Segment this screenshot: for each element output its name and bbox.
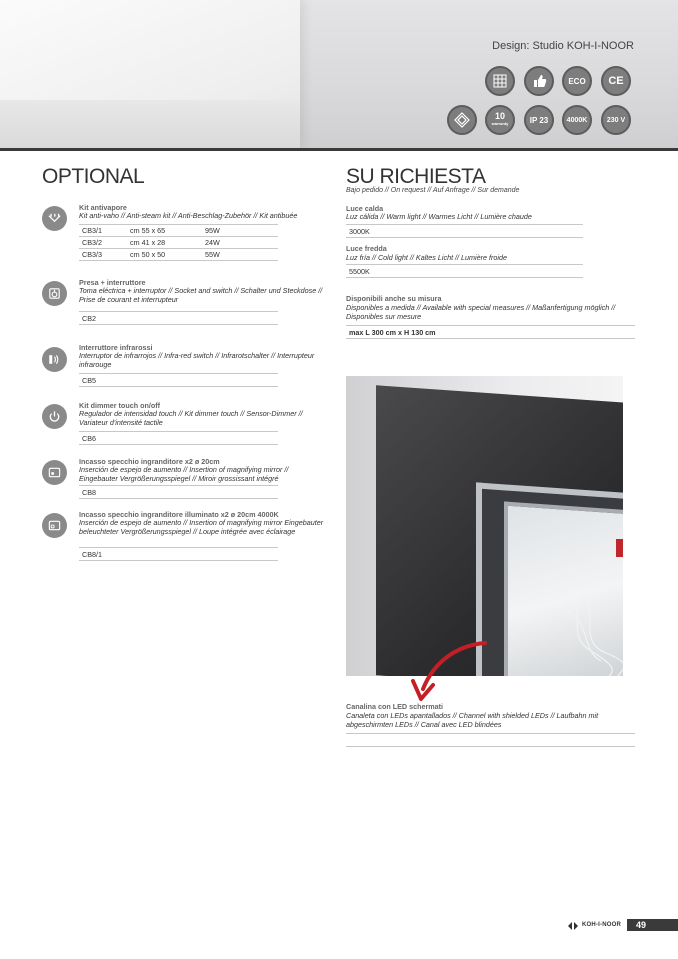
table-row: [79, 237, 278, 249]
option-code: CB8/1: [79, 547, 278, 561]
cold-light-title: Luce fredda: [346, 244, 387, 253]
option-title: Kit dimmer touch on/off: [79, 401, 161, 410]
designer-credit: Design: Studio KOH-I-NOOR: [492, 40, 634, 52]
red-connector: [616, 539, 623, 557]
table-cell: CB3/2: [79, 237, 127, 249]
table-cell: 24W: [202, 237, 278, 249]
thumbs-up-icon: [524, 66, 554, 96]
photo-caption-description: Canaleta con LEDs apantallados // Channel with shielded LEDs // Laufbahn mit abgeschirmten LEDs // Canal avec LED blindées: [346, 711, 599, 729]
custom-size-value: max L 300 cm x H 130 cm: [346, 325, 635, 339]
on-request-heading: SU RICHIESTA: [346, 165, 486, 188]
warranty-label: warranty: [491, 121, 509, 126]
warranty-years: 10: [494, 111, 505, 121]
option-description: Inserción de espejo de aumento // Insertion of magnifying mirror // Eingebauter Vergrößerungsspiegel // Miroir grossissant intégré: [79, 465, 289, 483]
option-title: Incasso specchio ingranditore illuminato x2 ø 20cm 4000K: [79, 510, 279, 519]
option-description: Toma eléctrica + interruptor // Socket and switch // Schalter und Steckdose // Prise de courant et interrupteur: [79, 286, 323, 304]
optional-heading: OPTIONAL: [42, 165, 145, 188]
magnifying-mirror-icon: [42, 460, 67, 485]
table-cell: 95W: [202, 225, 278, 237]
color-temperature-badge: 4000K: [562, 105, 592, 135]
header-wall-panel-lower: [0, 100, 300, 148]
option-description: Interruptor de infrarrojos // Infra-red switch // Infrarotschalter // Interrupteur infrarouge: [79, 351, 315, 369]
table-cell: cm 41 x 28: [127, 237, 202, 249]
diamond-icon: [447, 105, 477, 135]
footer-brand: KOH-I-NOOR: [582, 922, 621, 928]
custom-size-description: Disponibles a medida // Available with special measures // Maßanfertigung möglich // Disponibles sur mesure: [346, 303, 616, 321]
ce-mark-icon: CE: [601, 66, 631, 96]
cable-wires: [561, 591, 623, 676]
power-touch-icon: [42, 404, 67, 429]
voltage-badge: 230 V: [601, 105, 631, 135]
on-request-subtitle: Bajo pedido // On request // Auf Anfrage // Sur demande: [346, 187, 520, 194]
table-cell: 55W: [202, 249, 278, 261]
grid-pattern-icon: [485, 66, 515, 96]
cold-light-description: Luz fría // Cold light // Kaltes Licht // Lumière froide: [346, 253, 507, 262]
divider: [346, 733, 635, 734]
option-description: Inserción de espejo de aumento // Insertion of magnifying mirror Eingebauter beleuchteter Vergrößerungsspiegel // Loupe intégrée avec éclairage: [79, 518, 324, 536]
page-number: 49: [627, 919, 678, 931]
option-code: CB5: [79, 373, 278, 387]
table-cell: cm 50 x 50: [127, 249, 202, 261]
photo-caption-title: Canalina con LED schermati: [346, 702, 444, 711]
warranty-icon: [485, 105, 515, 135]
cold-light-value: 5500K: [346, 264, 583, 278]
option-code: CB2: [79, 311, 278, 325]
red-arrow-icon: [405, 637, 490, 707]
table-row: [79, 249, 278, 261]
infrared-icon: [42, 347, 67, 372]
eco-icon: ECO: [562, 66, 592, 96]
table-cell: CB3/3: [79, 249, 127, 261]
anti-steam-icon: [42, 206, 67, 231]
option-code: CB8: [79, 485, 278, 499]
warm-light-description: Luz cálida // Warm light // Warmes Licht // Lumière chaude: [346, 212, 532, 221]
table-cell: CB3/1: [79, 225, 127, 237]
option-title: Interruttore infrarossi: [79, 343, 153, 352]
warm-light-title: Luce calda: [346, 204, 384, 213]
ip-rating-badge: IP 23: [524, 105, 554, 135]
option-title: Kit antivapore: [79, 203, 127, 212]
option-description: Kit anti-vaho // Anti-steam kit // Anti-Beschlag-Zubehör // Kit antibuée: [79, 211, 298, 220]
option-title: Incasso specchio ingranditore x2 ø 20cm: [79, 457, 220, 466]
option-title: Presa + interruttore: [79, 278, 146, 287]
header-divider: [0, 148, 678, 151]
custom-size-title: Disponibili anche su misura: [346, 294, 442, 303]
brand-logo-icon: [567, 921, 579, 931]
lit-magnifying-mirror-icon: [42, 513, 67, 538]
socket-icon: [42, 281, 67, 306]
anti-steam-table: [79, 224, 278, 261]
table-cell: cm 55 x 65: [127, 225, 202, 237]
option-description: Regulador de intensidad touch // Kit dimmer touch // Sensor-Dimmer // Variateur d'intensité tactile: [79, 409, 303, 427]
product-photo: [346, 376, 623, 676]
divider: [346, 746, 635, 747]
option-code: CB6: [79, 431, 278, 445]
table-row: [79, 225, 278, 237]
warm-light-value: 3000K: [346, 224, 583, 238]
